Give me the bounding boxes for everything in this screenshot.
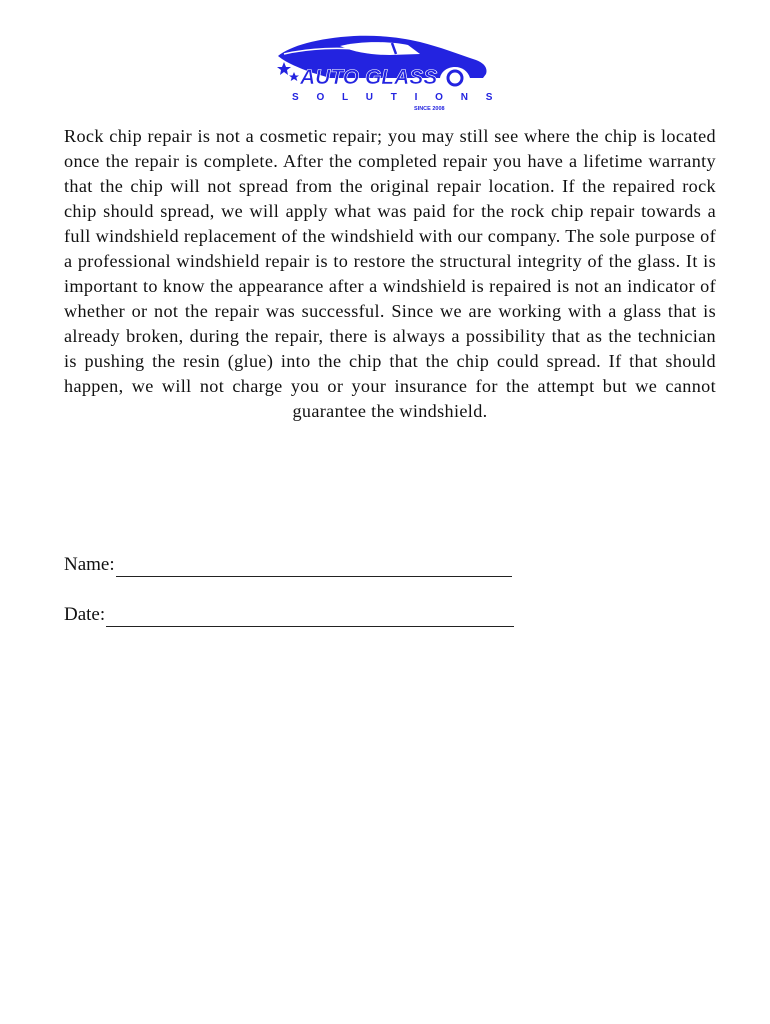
brand-since-text: SINCE 2008 (414, 106, 445, 112)
date-label: Date: (64, 604, 106, 625)
warranty-paragraph: Rock chip repair is not a cosmetic repair; you may still see where the chip is located once the repair is complete. After the completed repair you have a lifetime warranty that the chip will not spread from the original repair location. If the repaired rock chip should spread, we will apply what was paid for the rock chip repair towards a full windshield replacement of the windshield with our company. The sole purpose of a professional windshield repair is to restore the structural integrity of the glass. It is important to know the appearance after a windshield is repaired is not an indicator of whether or not the repair was successful. Since we are working with a glass that is already broken, during the repair, there is always a possibility that as the technician is pushing the resin (glue) into the chip that the chip could spread. If that should happen, we will not charge you or your insurance for the attempt but we cannot guarantee the windshield. (64, 126, 716, 421)
brand-name-text: AUTO GLASS (300, 66, 438, 89)
name-label: Name: (64, 554, 115, 575)
brand-subtitle-text: S O L U T I O N S (292, 92, 500, 103)
date-signature-line[interactable] (106, 608, 514, 627)
car-logo-icon (270, 28, 500, 112)
name-field[interactable] (64, 553, 512, 577)
date-field[interactable] (64, 603, 514, 627)
auto-glass-solutions-logo (270, 28, 500, 112)
name-signature-line[interactable] (116, 558, 512, 577)
